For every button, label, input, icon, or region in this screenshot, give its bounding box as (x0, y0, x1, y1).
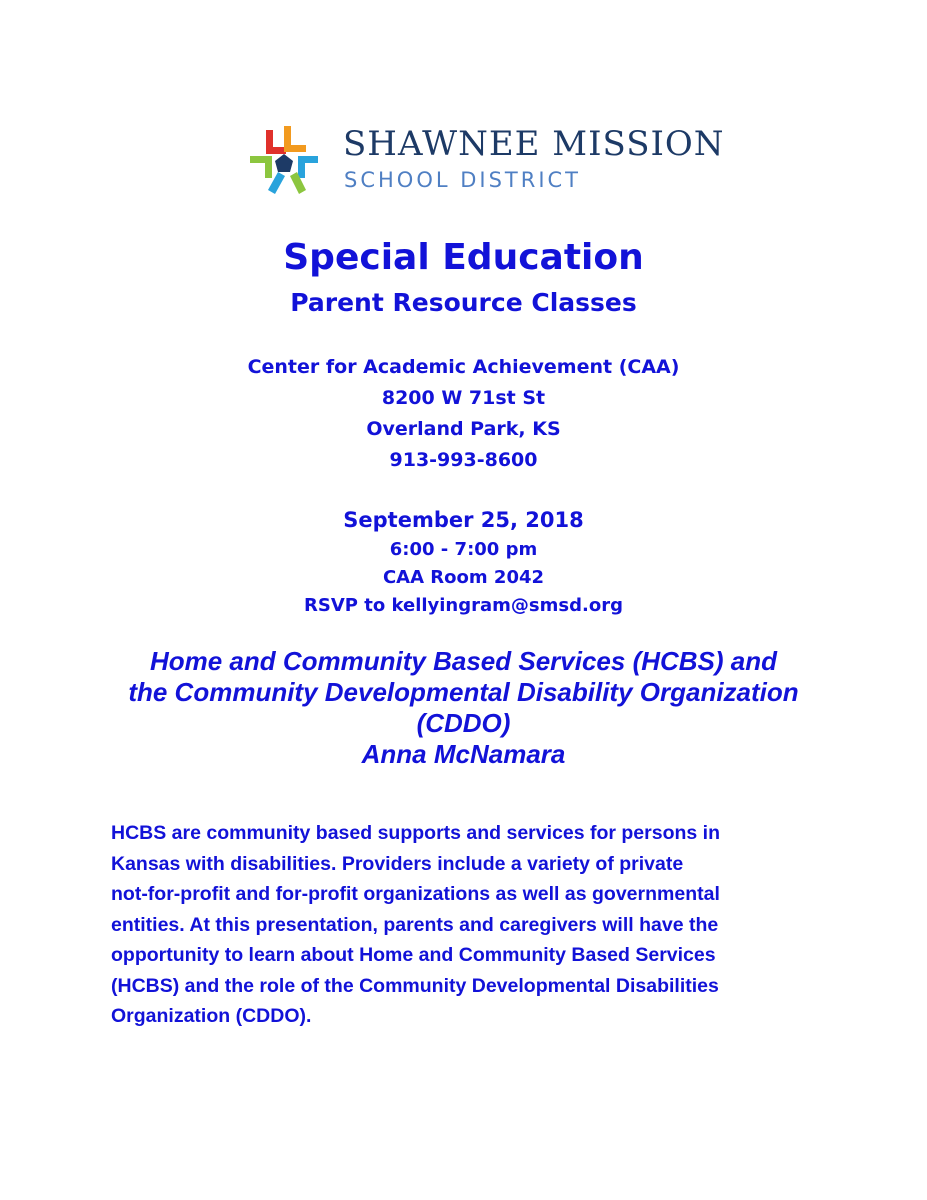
district-name: SHAWNEE MISSION (343, 124, 725, 164)
description-line: Kansas with disabilities. Providers include a variety of private (111, 852, 684, 875)
topic-line: (CDDO) (416, 708, 511, 738)
location-street: 8200 W 71st St (381, 387, 546, 409)
description-line: opportunity to learn about Home and Community Based Services (111, 944, 716, 966)
district-subtitle: SCHOOL DISTRICT (344, 168, 582, 192)
page-subtitle: Parent Resource Classes (290, 288, 637, 317)
star-logo-icon (244, 120, 324, 200)
topic-line: Home and Community Based Services (HCBS) and (149, 646, 778, 676)
description-line: (HCBS) and the role of the Community Developmental Disabilities (111, 974, 719, 997)
location-city: Overland Park, KS (366, 418, 561, 440)
topic-heading (60, 646, 867, 770)
description-paragraph (111, 818, 831, 1032)
event-rsvp: RSVP to kellyingram@smsd.org (304, 595, 623, 616)
event-details (0, 536, 927, 620)
description-line: not-for-profit and for-profit organizations as well as governmental (111, 883, 720, 905)
description-line: Organization (CDDO). (111, 1005, 312, 1027)
presenter-name: Anna McNamara (361, 739, 566, 769)
description-line: entities. At this presentation, parents and caregivers will have the (111, 913, 719, 936)
location-block (0, 352, 927, 476)
location-phone: 913-993-8600 (389, 449, 538, 471)
district-logo (238, 112, 725, 202)
event-room: CAA Room 2042 (382, 567, 545, 588)
description-line: HCBS are community based supports and services for persons in (111, 822, 721, 844)
event-time: 6:00 - 7:00 pm (389, 539, 538, 560)
topic-line: the Community Developmental Disability Organization (128, 677, 799, 707)
event-date: September 25, 2018 (343, 508, 584, 532)
page-title: Special Education (283, 237, 644, 278)
location-name: Center for Academic Achievement (CAA) (247, 356, 680, 378)
